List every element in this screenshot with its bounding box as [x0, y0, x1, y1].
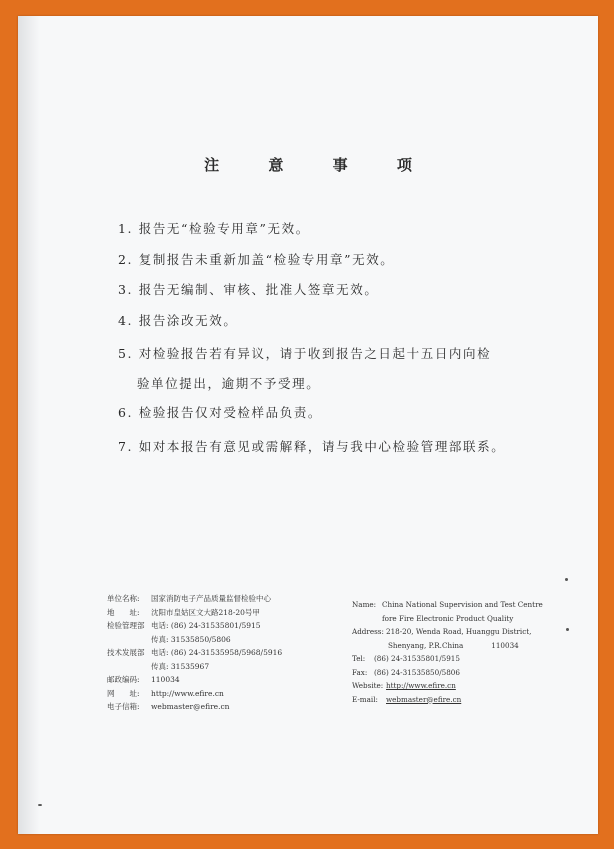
contact-info-english: [352, 598, 543, 706]
web-label: 网 址:: [107, 688, 140, 698]
note-number: 4.: [118, 313, 134, 328]
note-item-4: [118, 312, 237, 330]
postcode-label: 邮政编码:: [107, 675, 140, 684]
scan-speck: [565, 578, 568, 581]
note-number: 7.: [118, 439, 134, 454]
scan-speck: [38, 804, 42, 806]
note-item-7: [118, 438, 505, 456]
address-label: 地 址:: [107, 607, 140, 617]
name-line-1: China National Supervision and Test Centre: [382, 600, 543, 609]
unit-name: 国家消防电子产品质量监督检验中心: [151, 594, 271, 603]
note-text: 报告涂改无效。: [138, 313, 238, 328]
note-text: 报告无编制、审核、批准人签章无效。: [138, 282, 379, 297]
name-line-2: fore Fire Electronic Product Quality: [382, 613, 514, 623]
note-text: 检验报告仅对受检样品负责。: [138, 405, 323, 420]
tech-fax: 传真: 31535967: [151, 661, 210, 671]
scan-speck: [566, 628, 569, 631]
tech-tel: 电话: (86) 24-31535958/5968/5916: [151, 648, 283, 657]
unit-label: 单位名称:: [107, 594, 140, 603]
note-number: 1.: [118, 221, 134, 236]
note-item-5: [118, 345, 491, 363]
name-label: Name:: [352, 600, 377, 609]
email-label: 电子信箱:: [107, 702, 140, 711]
web-link[interactable]: http://www.efire.cn: [151, 688, 224, 698]
inspection-fax: 传真: 31535850/5806: [151, 634, 231, 644]
contact-info-chinese: [107, 592, 282, 714]
tech-dept-label: 技术发展部: [107, 648, 145, 657]
note-number: 2.: [118, 252, 134, 267]
email-label-en: E-mail:: [352, 694, 378, 704]
note-number: 6.: [118, 405, 134, 420]
note-item-1: [118, 220, 310, 238]
email-link[interactable]: webmaster@efire.cn: [151, 702, 230, 711]
tel-value: (86) 24-31535801/5915: [374, 654, 460, 663]
tel-label: Tel:: [352, 654, 366, 663]
inspection-dept-label: 检验管理部: [107, 621, 145, 630]
note-item-3: [118, 281, 378, 299]
note-number: 5.: [118, 346, 134, 361]
address-line-1: 218-20, Wenda Road, Huanggu District,: [386, 627, 532, 636]
note-item-6: [118, 404, 322, 422]
website-link[interactable]: http://www.efire.cn: [386, 681, 456, 690]
website-label: Website:: [352, 681, 384, 690]
page-title: 注 意 事 项: [204, 156, 434, 174]
note-text: 如对本报告有意见或需解释，请与我中心检验管理部联系。: [138, 439, 506, 454]
note-text: 对检验报告若有异议，请于收到报告之日起十五日内向检: [138, 346, 492, 361]
document-page: [18, 16, 598, 834]
email-link-en[interactable]: webmaster@efire.cn: [386, 694, 462, 704]
note-text: 复制报告未重新加盖“检验专用章”无效。: [138, 252, 395, 267]
fax-value: (86) 24-31535850/5806: [374, 667, 460, 677]
postcode-value: 110034: [151, 675, 180, 684]
page-edge-shadow: [18, 16, 40, 834]
postcode-en: 110034: [491, 640, 519, 650]
address-label-en: Address:: [352, 627, 384, 636]
note-item-2: [118, 251, 394, 269]
note-text: 报告无“检验专用章”无效。: [138, 221, 310, 236]
address-value: 沈阳市皇姑区文大路218-20号甲: [151, 607, 260, 617]
inspection-tel: 电话: (86) 24-31535801/5915: [151, 621, 261, 630]
address-line-2: Shenyang, P.R.China: [388, 640, 464, 650]
fax-label: Fax:: [352, 667, 368, 677]
note-number: 3.: [118, 282, 134, 297]
note-item-5-continued: 验单位提出，逾期不予受理。: [137, 376, 321, 391]
